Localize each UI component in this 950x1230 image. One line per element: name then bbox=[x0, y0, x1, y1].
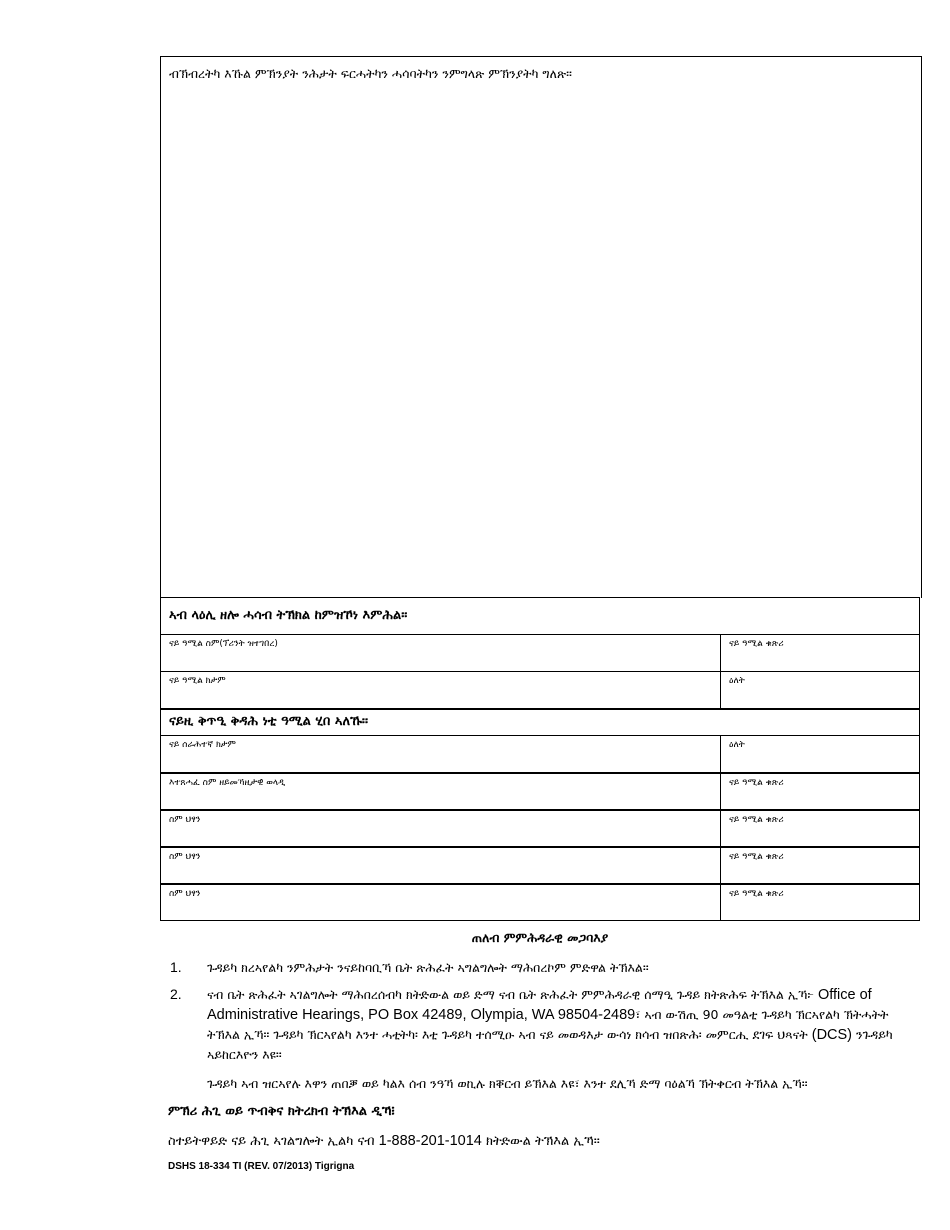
explanation-box[interactable] bbox=[160, 56, 922, 598]
legal-help-text-part: ክትድውል ትኽእል ኢኻ። bbox=[481, 1134, 600, 1149]
noncustodial-parent-number-field[interactable]: ናይ ዓሚል ቁጽሪ bbox=[729, 778, 784, 788]
noncustodial-parent-name-field[interactable]: እተጸሓፈ ስም ዘይመኻዚታዊ ወላዲ bbox=[161, 774, 721, 809]
child-name-field[interactable]: ስም ህፃን bbox=[161, 848, 721, 883]
form-id: DSHS 18-334 TI (REV. 07/2013) Tigrigna bbox=[168, 1161, 355, 1172]
item-text bbox=[207, 985, 920, 1064]
item-number: 2. bbox=[170, 986, 182, 1002]
copy-given-heading: ናይዚ ቅጥዒ ቅዳሕ ነቲ ዓሚል ሂበ ኣለኹ፡፡ bbox=[160, 709, 920, 736]
item-text-part: ንጉዳይካ ኣይከርእዮን እዩ። bbox=[207, 1027, 893, 1062]
client-signature-row bbox=[160, 672, 920, 709]
representation-paragraph: ጉዳይካ ኣብ ዝርኣየሉ እዋን ጠበቓ ወይ ካልእ ሰብ ንዓኻ ወኪሉ ክቐርብ ይኽእል እዩ፣ እንተ ደሊኻ ድማ ባዕልኻ ኽትቀርብ ትኽእል ኢኻ። bbox=[207, 1076, 808, 1091]
noncustodial-parent-row bbox=[160, 773, 920, 810]
worker-signature-row bbox=[160, 736, 920, 773]
item-text-part: ፣ ኣብ ውሽጢ 90 መዓልቲ ጉዳይካ ኽርኣየልካ ኽትሓትት ትኽእል ኢኻ። ጉዳይካ ኽርኣየልካ እንተ ሓቲትካ፡ እቲ ጉዳይካ ተሰሚዑ ኣብ ናይ መወዳእታ ውሳነ ክሳብ ዝበጽሕ፡ መምርሒ ደገፍ ህጻናት bbox=[207, 1007, 889, 1042]
client-signature-field[interactable]: ናይ ዓሚል ክታም bbox=[161, 672, 721, 708]
item-text-part: ናብ ቤት ጽሕፈት ኣገልግሎት ማሕበረሰብካ ክትድውል ወይ ድማ ናብ ቤት ጽሕፈት ምምሕዳራዊ ሰማዒ ጉዳይ ክትጽሕፍ ትኽእል ኢኻ፦ bbox=[207, 987, 818, 1002]
item-text: ጉዳይካ ክረኣየልካ ንምሕታት ንናይከባቢኻ ቤት ጽሕፈት ኣግልግሎት ማሕበረኮም ምድዋል ትኽእል። bbox=[207, 960, 649, 975]
child-number-field[interactable]: ናይ ዓሚል ቁጽሪ bbox=[729, 852, 784, 862]
legal-help-text-part: ስተይትዋይድ ናይ ሕጊ ኣገልግሎት ኢልካ ናብ bbox=[168, 1134, 379, 1149]
notes-title: ጠለብ ምምሕዳራዊ መጋባእያ bbox=[471, 930, 609, 945]
notes-item bbox=[160, 985, 920, 1064]
worker-date-field[interactable]: ዕለት bbox=[729, 740, 745, 750]
client-date-field[interactable]: ዕለት bbox=[729, 676, 745, 686]
explanation-prompt: ብኽብረትካ እኹል ምኽንያት ንሕታት ፍርሓትካን ሓሳባትካን ንምግላጽ ምኽንያትካ ግለጽ፡፡ bbox=[169, 66, 573, 81]
legal-help-heading: ምኽሪ ሕጊ ወይ ጥብቅና ክትረክብ ትኽእል ዲኻ፧ bbox=[168, 1104, 395, 1119]
client-name-row bbox=[160, 635, 920, 672]
child-number-field[interactable]: ናይ ዓሚል ቁጽሪ bbox=[729, 815, 784, 825]
client-name-field[interactable]: ናይ ዓሚል ስም(ፕሪንት ዝተገበረ) bbox=[161, 635, 721, 671]
child-name-field[interactable]: ስም ህፃን bbox=[161, 885, 721, 920]
notes-item bbox=[160, 958, 920, 977]
dcs-abbrev: (DCS) bbox=[811, 1027, 853, 1043]
item-number: 1. bbox=[170, 959, 182, 975]
oah-address: Office of Administrative Hearings, PO Box 42489, Olympia, WA 98504-2489 bbox=[207, 987, 872, 1023]
child-row bbox=[160, 810, 920, 847]
child-name-field[interactable]: ስም ህፃን bbox=[161, 811, 721, 846]
child-number-field[interactable]: ናይ ዓሚል ቁጽሪ bbox=[729, 889, 784, 899]
legal-help-phone: 1-888-201-1014 bbox=[378, 1133, 482, 1149]
hearing-request-notes bbox=[160, 930, 920, 1149]
legal-help-text bbox=[160, 1133, 920, 1149]
worker-signature-field[interactable]: ናይ ሰራሕተኛ ክታም bbox=[161, 736, 721, 772]
child-row bbox=[160, 884, 920, 921]
oath-heading: ኣብ ላዕሊ ዘሎ ሓሳብ ትኽክል ከምዝኾነ እምሕል፡፡ bbox=[160, 597, 920, 635]
client-number-field[interactable]: ናይ ዓሚል ቁጽሪ bbox=[729, 639, 784, 649]
child-row bbox=[160, 847, 920, 884]
